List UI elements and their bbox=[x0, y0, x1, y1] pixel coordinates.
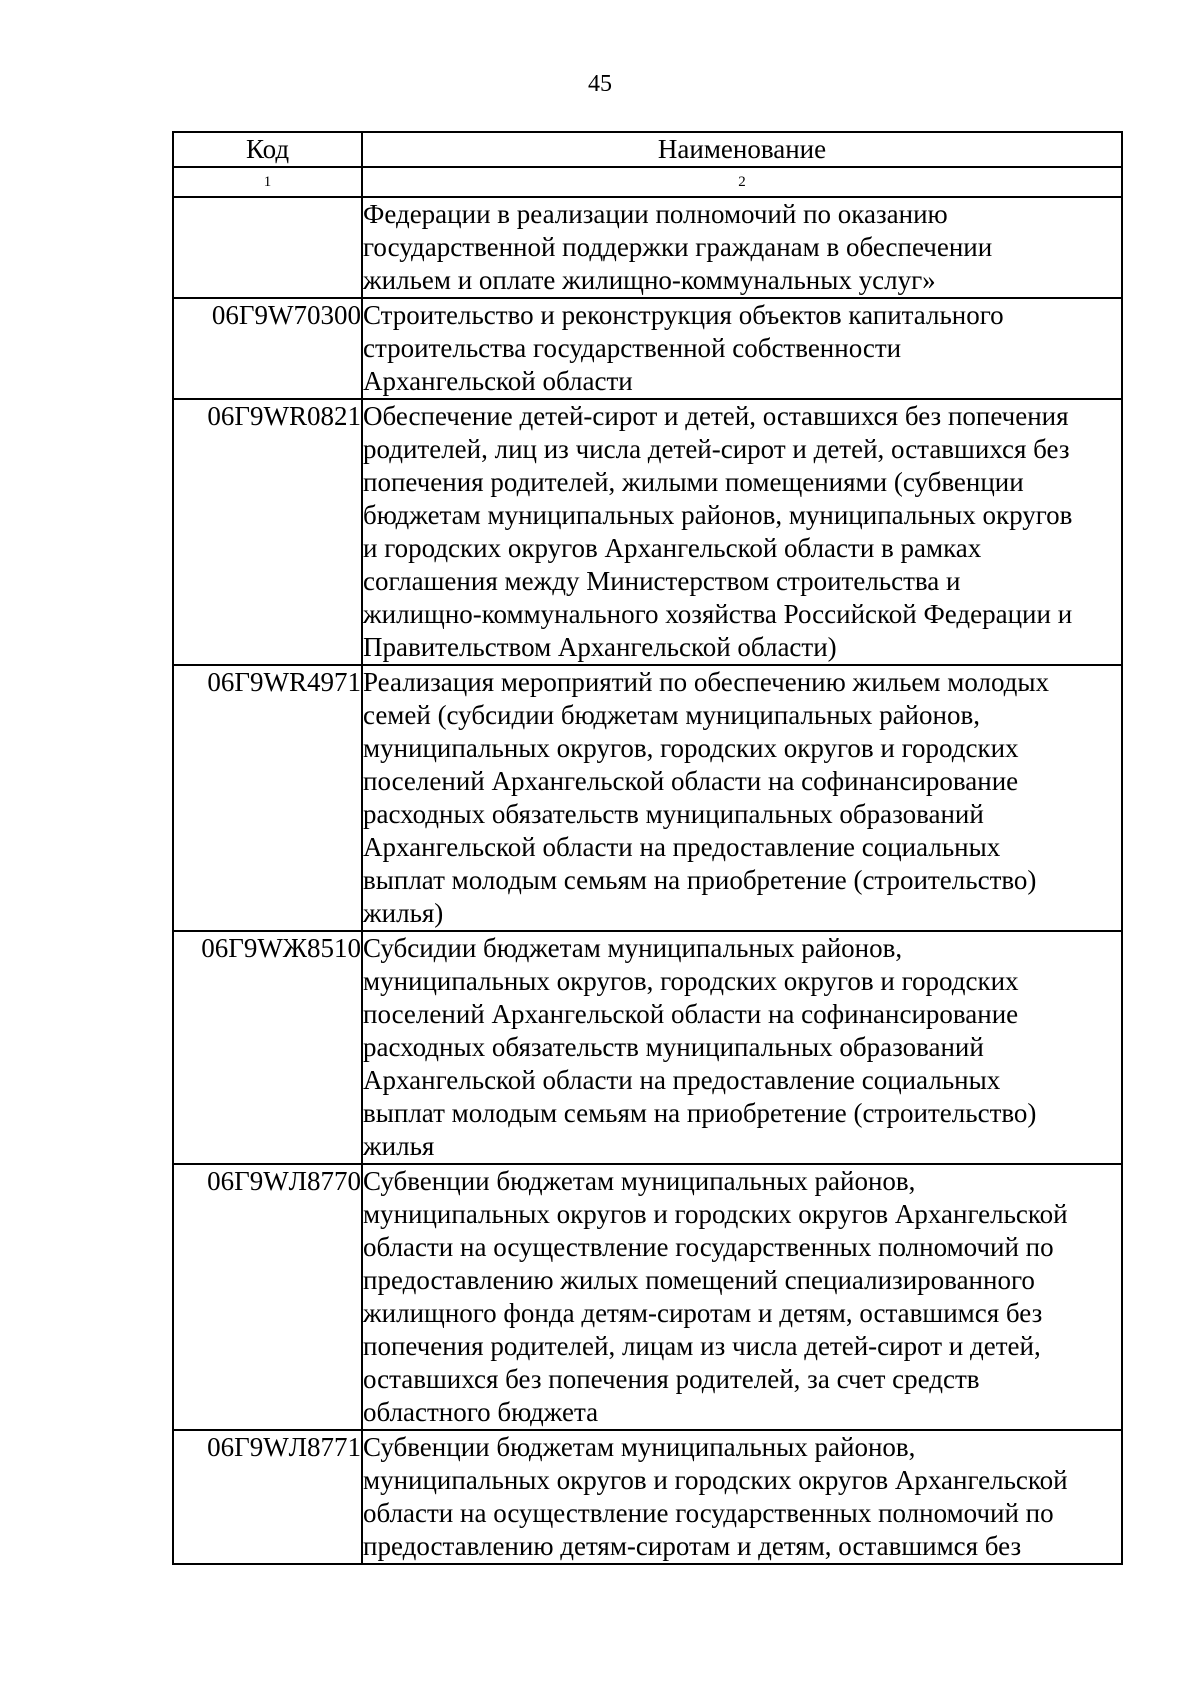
row-name-line: выплат молодым семьям на приобретение (строительство) bbox=[363, 1098, 1037, 1128]
row-name-line: расходных обязательств муниципальных образований bbox=[363, 799, 984, 829]
row-name-line: Субвенции бюджетам муниципальных районов, bbox=[363, 1166, 916, 1196]
row-name-line: жильем и оплате жилищно-коммунальных услуг» bbox=[363, 265, 936, 295]
row-code: 06Г9WЖ8510 bbox=[173, 931, 362, 1164]
header-row bbox=[173, 132, 1122, 167]
table-row bbox=[173, 197, 1122, 298]
row-name bbox=[362, 399, 1122, 665]
row-name-line: Архангельской области на предоставление социальных bbox=[363, 1065, 1001, 1095]
table-row bbox=[173, 665, 1122, 931]
table-row bbox=[173, 1430, 1122, 1564]
row-name-line: родителей, лиц из числа детей-сирот и детей, оставшихся без bbox=[363, 434, 1070, 464]
row-name-line: оставшихся без попечения родителей, за счет средств bbox=[363, 1364, 980, 1394]
row-name bbox=[362, 197, 1122, 298]
row-name-line: выплат молодым семьям на приобретение (строительство) bbox=[363, 865, 1037, 895]
table-row bbox=[173, 931, 1122, 1164]
row-code: 06Г9W70300 bbox=[173, 298, 362, 399]
row-name-line: поселений Архангельской области на софинансирование bbox=[363, 999, 1019, 1029]
row-name-line: муниципальных округов, городских округов и городских bbox=[363, 733, 1019, 763]
row-name-line: Архангельской области bbox=[363, 366, 633, 396]
row-name-line: муниципальных округов и городских округов Архангельской bbox=[363, 1465, 1068, 1495]
row-name bbox=[362, 931, 1122, 1164]
column-number-name: 2 bbox=[362, 167, 1122, 197]
table-row bbox=[173, 298, 1122, 399]
column-number-code: 1 bbox=[173, 167, 362, 197]
row-code: 06Г9WR0821 bbox=[173, 399, 362, 665]
row-name bbox=[362, 1164, 1122, 1430]
row-name-line: бюджетам муниципальных районов, муниципальных округов bbox=[363, 500, 1073, 530]
row-name-line: соглашения между Министерством строительства и bbox=[363, 566, 961, 596]
table-body bbox=[173, 197, 1122, 1564]
row-name-line: области на осуществление государственных полномочий по bbox=[363, 1498, 1054, 1528]
row-name-line: Строительство и реконструкция объектов капитального bbox=[363, 300, 1004, 330]
header-name: Наименование bbox=[362, 132, 1122, 167]
row-name-line: государственной поддержки гражданам в обеспечении bbox=[363, 232, 993, 262]
row-name-line: областного бюджета bbox=[363, 1397, 599, 1427]
budget-code-table bbox=[172, 131, 1123, 1565]
table-row bbox=[173, 399, 1122, 665]
row-name-line: расходных обязательств муниципальных образований bbox=[363, 1032, 984, 1062]
row-name-line: жилищного фонда детям-сиротам и детям, оставшимся без bbox=[363, 1298, 1043, 1328]
row-name-line: попечения родителей, лицам из числа детей-сирот и детей, bbox=[363, 1331, 1041, 1361]
row-name-line: муниципальных округов и городских округов Архангельской bbox=[363, 1199, 1068, 1229]
row-name-line: семей (субсидии бюджетам муниципальных районов, bbox=[363, 700, 980, 730]
row-name-line: поселений Архангельской области на софинансирование bbox=[363, 766, 1019, 796]
row-code bbox=[173, 197, 362, 298]
row-name-line: Субвенции бюджетам муниципальных районов, bbox=[363, 1432, 916, 1462]
row-name-line: попечения родителей, жилыми помещениями (субвенции bbox=[363, 467, 1024, 497]
row-code: 06Г9WЛ8771 bbox=[173, 1430, 362, 1564]
row-name-line: жилищно-коммунального хозяйства Российской Федерации и bbox=[363, 599, 1073, 629]
row-name bbox=[362, 665, 1122, 931]
row-name-line: и городских округов Архангельской области в рамках bbox=[363, 533, 982, 563]
row-name-line: строительства государственной собственности bbox=[363, 333, 902, 363]
row-name-line: Архангельской области на предоставление социальных bbox=[363, 832, 1001, 862]
row-name-line: области на осуществление государственных полномочий по bbox=[363, 1232, 1054, 1262]
row-name-line: Субсидии бюджетам муниципальных районов, bbox=[363, 933, 903, 963]
table-row bbox=[173, 1164, 1122, 1430]
row-name-line: предоставлению жилых помещений специализированного bbox=[363, 1265, 1035, 1295]
page-number: 45 bbox=[588, 71, 612, 97]
column-number-row bbox=[173, 167, 1122, 197]
row-name-line: жилья) bbox=[363, 898, 444, 928]
row-name bbox=[362, 298, 1122, 399]
row-name-line: Реализация мероприятий по обеспечению жильем молодых bbox=[363, 667, 1050, 697]
row-code: 06Г9WЛ8770 bbox=[173, 1164, 362, 1430]
row-code: 06Г9WR4971 bbox=[173, 665, 362, 931]
row-name-line: Федерации в реализации полномочий по оказанию bbox=[363, 199, 948, 229]
row-name bbox=[362, 1430, 1122, 1564]
row-name-line: муниципальных округов, городских округов и городских bbox=[363, 966, 1019, 996]
row-name-line: предоставлению детям-сиротам и детям, оставшимся без bbox=[363, 1531, 1022, 1561]
header-code: Код bbox=[173, 132, 362, 167]
row-name-line: Обеспечение детей-сирот и детей, оставшихся без попечения bbox=[363, 401, 1069, 431]
row-name-line: Правительством Архангельской области) bbox=[363, 632, 837, 662]
row-name-line: жилья bbox=[363, 1131, 435, 1161]
